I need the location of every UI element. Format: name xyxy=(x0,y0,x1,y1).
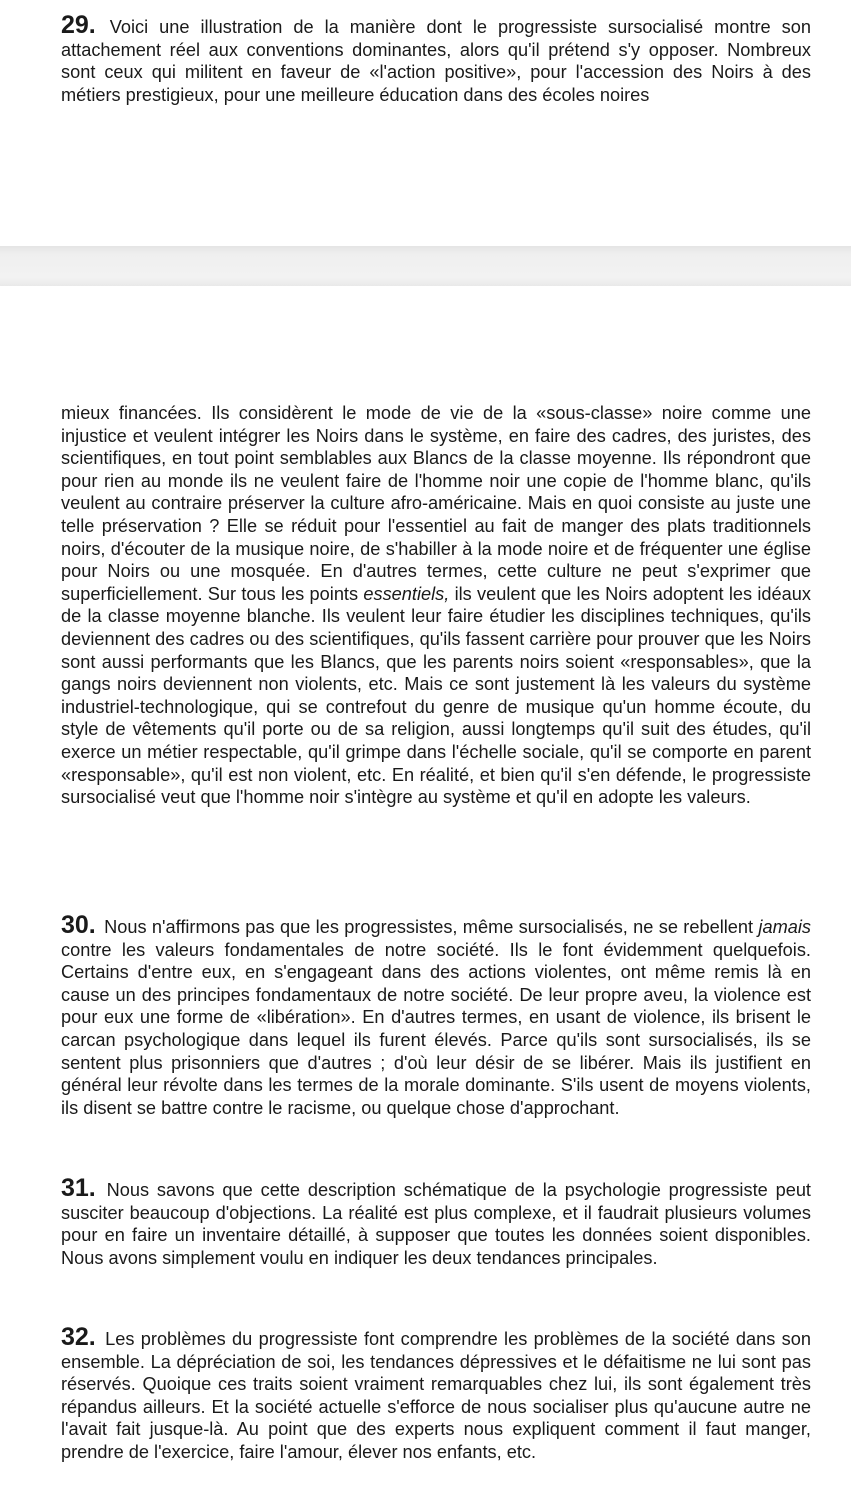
paragraph-text: Nous n'affirmons pas que les progressistes, même sursocialisés, ne se rebellent xyxy=(104,917,759,937)
paragraph-number: 30. xyxy=(61,911,96,939)
page-separator xyxy=(0,246,851,286)
document-page-bottom xyxy=(0,286,851,1501)
paragraph-text: mieux financées. Ils considèrent le mode de vie de la «sous-classe» noire comme une injustice et veulent intégrer les Noirs dans le système, en faire des cadres, des juristes, des scientifiques, en tout point semblables aux Blancs de la classe moyenne. Ils répondront que pour rien au monde ils ne veulent faire de l'homme noir une copie de l'homme blanc, qu'ils veulent au contraire préserver la culture afro-américaine. Mais en quoi consiste au juste une telle préservation ? Elle se réduit pour l'essentiel au fait de manger des plats traditionnels noirs, d'écouter de la musique noire, de s'habiller à la mode noire et de fréquenter une église pour Noirs ou une mosquée. En d'autres termes, cette culture ne peut s'exprimer que superficiellement. Sur tous les points xyxy=(61,403,811,604)
paragraph-32 xyxy=(61,1323,811,1464)
paragraph-number: 31. xyxy=(61,1174,96,1202)
paragraph-29 xyxy=(61,11,811,106)
paragraph-text: contre les valeurs fondamentales de notre société. Ils le font évidemment quelquefois. Certains d'entre eux, en s'engageant dans des actions violentes, ont même remis là en cause un des principes fondamentaux de notre société. De leur propre aveu, la violence est pour eux une forme de «libération». En d'autres termes, en usant de violence, ils brisent le carcan psychologique dans lequel ils furent élevés. Parce qu'ils sont sursocialisés, ils se sentent plus prisonniers que d'autres ; d'où leur désir de se libérer. Mais ils justifient en général leur révolte dans les termes de la morale dominante. S'ils usent de moyens violents, ils disent se battre contre le racisme, ou quelque chose d'approchant. xyxy=(61,939,811,1118)
emphasis-text: essentiels, xyxy=(363,583,450,604)
paragraph-text: Voici une illustration de la manière dont le progressiste sursocialisé montre son attachement réel aux conventions dominantes, alors qu'il prétend s'y opposer. Nombreux sont ceux qui militent en faveur de «l'action positive», pour l'accession des Noirs à des métiers prestigieux, pour une meilleure éducation dans des écoles noires xyxy=(61,17,811,105)
paragraph-text: Les problèmes du progressiste font comprendre les problèmes de la société dans son ensemble. La dépréciation de soi, les tendances dépressives et le défaitisme ne lui sont pas réservés. Quoique ces traits soient vraiment remarquables chez lui, ils sont également très répandus ailleurs. Et la société actuelle s'efforce de nous socialiser plus qu'aucune autre ne l'avait fait jusque-là. Au point que des experts nous expliquent comment il faut manger, prendre de l'exercice, faire l'amour, élever nos enfants, etc. xyxy=(61,1329,811,1462)
paragraph-number: 29. xyxy=(61,11,96,39)
paragraph-31 xyxy=(61,1174,811,1269)
paragraph-30 xyxy=(61,911,811,1119)
paragraph-29-continued xyxy=(61,402,811,809)
paragraph-text: ils veulent que les Noirs adoptent les idéaux de la classe moyenne blanche. Ils veulent leur faire étudier les disciplines techniques, qu'ils deviennent des cadres ou des scientifiques, qu'ils fassent carrière pour prouver que les Noirs sont aussi performants que les Blancs, que les parents noirs soient «responsables», que la gangs noirs deviennent non violents, etc. Mais ce sont justement là les valeurs du système industriel-technologique, qui se contrefout du genre de musique qu'un homme écoute, du style de vêtements qu'il porte ou de sa religion, aussi longtemps qu'il suit des études, qu'il exerce un métier respectable, qu'il grimpe dans l'échelle sociale, qu'il se comporte en parent «responsable», qu'il est non violent, etc. En réalité, et bien qu'il s'en défende, le progressiste sursocialisé veut que l'homme noir s'intègre au système et qu'il en adopte les valeurs. xyxy=(61,583,811,808)
paragraph-number: 32. xyxy=(61,1323,96,1351)
emphasis-text: jamais xyxy=(758,917,811,937)
document-page-top xyxy=(0,0,851,246)
paragraph-text: Nous savons que cette description schématique de la psychologie progressiste peut susciter beaucoup d'objections. La réalité est plus complexe, et il faudrait plusieurs volumes pour en faire un inventaire détaillé, à supposer que toutes les données soient disponibles. Nous avons simplement voulu en indiquer les deux tendances principales. xyxy=(61,1180,811,1268)
